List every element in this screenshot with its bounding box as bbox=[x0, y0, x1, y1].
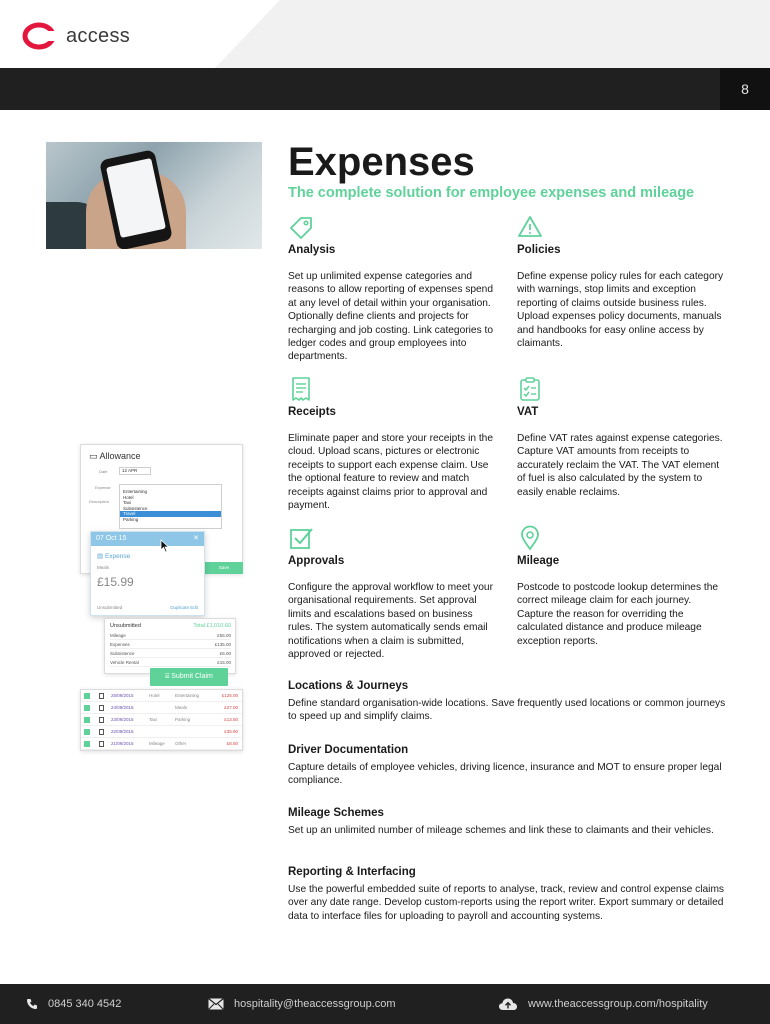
mockup-table-row: 24/09/2015 Meals £27.00 bbox=[81, 702, 242, 714]
feature-analysis bbox=[288, 214, 500, 364]
page-title: Expenses bbox=[288, 140, 475, 184]
mockup-list-total: Total £1,010.60 bbox=[193, 623, 231, 629]
inbox-icon: ⌸ bbox=[165, 673, 172, 680]
mockup-expense-label: ▤ Expense bbox=[97, 553, 131, 560]
feature-policies bbox=[517, 214, 729, 350]
mockup-expense-dropdown bbox=[119, 484, 222, 529]
mockup-expense-date: 07 Oct 15 bbox=[96, 535, 127, 542]
mockup-list-row: Mileage £55.00 bbox=[110, 633, 231, 638]
document-icon bbox=[99, 693, 104, 699]
cursor-icon bbox=[160, 539, 170, 553]
section-reporting-interfacing bbox=[288, 866, 728, 923]
mockup-expense-actions: Duplicate Edit bbox=[170, 605, 198, 610]
mockup-label: Expense bbox=[95, 485, 111, 490]
mockup-label: Date bbox=[99, 469, 108, 474]
feature-heading: Policies bbox=[517, 244, 561, 256]
footer-website[interactable] bbox=[498, 984, 708, 1024]
mockup-claims-table bbox=[80, 689, 243, 751]
mockup-submit-claim-button: ⌸ Submit Claim bbox=[150, 668, 228, 686]
feature-body: Define VAT rates against expense categories. Capture VAT amounts from receipts to accurately reclaim the VAT. The VAT element of fuel is also calculated by the system to easily enable reclaims. bbox=[517, 433, 723, 498]
document-icon bbox=[99, 717, 104, 723]
hero-photo bbox=[46, 142, 262, 249]
mockup-expense-bar bbox=[91, 532, 204, 546]
mockup-dropdown-option: Taxi bbox=[123, 500, 132, 505]
section-body: Capture details of employee vehicles, driving licence, insurance and MOT to ensure proper legal compliance. bbox=[288, 762, 722, 787]
page-number: 8 bbox=[720, 68, 770, 110]
mockup-list-row: Expenses £135.00 bbox=[110, 642, 231, 647]
mockup-dropdown-option: Entertaining bbox=[123, 489, 148, 494]
map-pin-icon bbox=[517, 525, 543, 551]
feature-body: Postcode to postcode lookup determines the correct mileage claim for each journey. Capture the reason for overriding the calculated distance and produce mileage exception reports. bbox=[517, 582, 719, 647]
mockup-table-row: 21/09/2015 Mileage Other £8.50 bbox=[81, 738, 242, 750]
feature-vat bbox=[517, 376, 729, 499]
section-mileage-schemes bbox=[288, 807, 728, 837]
section-heading: Mileage Schemes bbox=[288, 807, 384, 819]
mockup-dropdown-option: Subsistence bbox=[123, 505, 148, 511]
warning-icon bbox=[517, 214, 543, 240]
feature-mileage bbox=[517, 525, 729, 648]
access-logo[interactable] bbox=[22, 22, 130, 50]
document-icon bbox=[99, 705, 104, 711]
mockup-dropdown-option-selected: Travel bbox=[120, 511, 221, 517]
mockup-save-button: Save bbox=[205, 562, 243, 574]
footer-phone[interactable] bbox=[26, 984, 121, 1024]
footer-email[interactable] bbox=[208, 984, 396, 1024]
section-body: Use the powerful embedded suite of reports to analyse, track, review and control expense claims over any date range. Develop custom-reports using the report writer. Export summary or detailed data to interface files for uploading to payroll and accounting systems. bbox=[288, 884, 725, 922]
mockup-expense-card bbox=[90, 531, 205, 616]
receipt-icon bbox=[288, 376, 314, 402]
feature-heading: Approvals bbox=[288, 555, 345, 567]
section-body: Define standard organisation-wide locations. Save frequently used locations or common journeys to speed up and simplify claims. bbox=[288, 698, 726, 723]
feature-body: Configure the approval workflow to meet your organisational requirements. Set approval limits and escalations based on business rules. The system automatically sends email notifications when a claim is submitted, approved or rejected. bbox=[288, 582, 493, 661]
mockup-table-row: 25/09/2015 Hotel Entertaining £125.00 bbox=[81, 690, 242, 702]
mockup-label: Description bbox=[89, 499, 110, 504]
section-heading: Locations & Journeys bbox=[288, 680, 409, 692]
feature-approvals bbox=[288, 525, 500, 661]
access-logo-icon bbox=[22, 22, 60, 50]
feature-receipts bbox=[288, 376, 500, 512]
feature-body: Define expense policy rules for each category with warnings, stop limits and exception reporting of claims outside business rules. Upload expenses policy documents, manuals and handbooks for easy online access by claimants. bbox=[517, 271, 724, 350]
mockup-expense-sub: Meals bbox=[97, 565, 110, 570]
mockup-list-row: Vehicle Rental £15.00 bbox=[110, 660, 231, 665]
document-icon bbox=[99, 729, 104, 735]
mockup-expense-footer bbox=[97, 605, 198, 610]
checkbox-icon bbox=[84, 693, 90, 699]
section-heading: Reporting & Interfacing bbox=[288, 866, 416, 878]
checkbox-icon bbox=[84, 729, 90, 735]
section-driver-documentation bbox=[288, 744, 728, 788]
checkbox-icon bbox=[84, 717, 90, 723]
mockup-list-header: Unsubmitted Total £1,010.60 bbox=[110, 623, 231, 629]
mockup-table-row: 22/09/2015 £35.90 bbox=[81, 726, 242, 738]
feature-heading: Mileage bbox=[517, 555, 560, 567]
mockup-allowance-title: ▭ Allowance bbox=[89, 451, 141, 461]
envelope-icon bbox=[208, 998, 224, 1010]
logo-text: access bbox=[66, 24, 131, 47]
mockup-claim-list bbox=[104, 618, 236, 674]
phone-icon bbox=[26, 998, 38, 1010]
feature-heading: VAT bbox=[517, 406, 539, 418]
mockup-dropdown-option: Hotel bbox=[123, 494, 134, 500]
feature-heading: Analysis bbox=[288, 244, 336, 256]
cloud-upload-icon bbox=[498, 997, 518, 1011]
header-graphic bbox=[215, 0, 770, 68]
section-locations-journeys bbox=[288, 680, 728, 724]
footer-bar bbox=[0, 984, 770, 1024]
footer-phone-text: 0845 340 4542 bbox=[48, 998, 122, 1010]
checkbox-icon bbox=[84, 741, 90, 747]
page-subtitle: The complete solution for employee expenses and mileage bbox=[288, 185, 695, 201]
section-body: Set up an unlimited number of mileage schemes and link these to claimants and their vehicles. bbox=[288, 825, 714, 836]
close-icon: ✕ bbox=[193, 535, 199, 542]
header-bar bbox=[0, 68, 770, 110]
feature-body: Eliminate paper and store your receipts in the cloud. Upload scans, pictures or electronic receipts to support each expense claim. Use the optional feature to review and match receipts against claims prior to approval and payment. bbox=[288, 433, 493, 512]
check-box-icon bbox=[288, 525, 314, 551]
mockup-table-row: 23/09/2015 Taxi Parking £13.50 bbox=[81, 714, 242, 726]
clipboard-check-icon bbox=[517, 376, 543, 402]
receipt-small-icon: ▤ bbox=[97, 553, 105, 560]
mockup-list-row: Subsistence £6.00 bbox=[110, 651, 231, 656]
mockup-date-field: 12 APR bbox=[119, 467, 151, 475]
feature-body: Set up unlimited expense categories and reasons to allow reporting of expenses spend at any level of detail within your organisation. Optionally define clients and projects for recharging and job costing. Link categories to ledger codes and group employees into departments. bbox=[288, 271, 494, 363]
footer-email-text: hospitality@theaccessgroup.com bbox=[234, 998, 396, 1010]
folder-icon: ▭ bbox=[89, 451, 100, 461]
mockup-expense-status: Unsubmitted bbox=[97, 605, 123, 610]
feature-heading: Receipts bbox=[288, 406, 336, 418]
top-band bbox=[0, 0, 770, 68]
checkbox-icon bbox=[84, 705, 90, 711]
section-heading: Driver Documentation bbox=[288, 744, 409, 756]
tag-icon bbox=[288, 214, 314, 240]
footer-website-text: www.theaccessgroup.com/hospitality bbox=[528, 998, 708, 1010]
document-icon bbox=[99, 741, 104, 747]
mockup-expense-amount: £15.99 bbox=[97, 575, 134, 589]
mockup-dropdown-option: Parking bbox=[123, 516, 139, 522]
